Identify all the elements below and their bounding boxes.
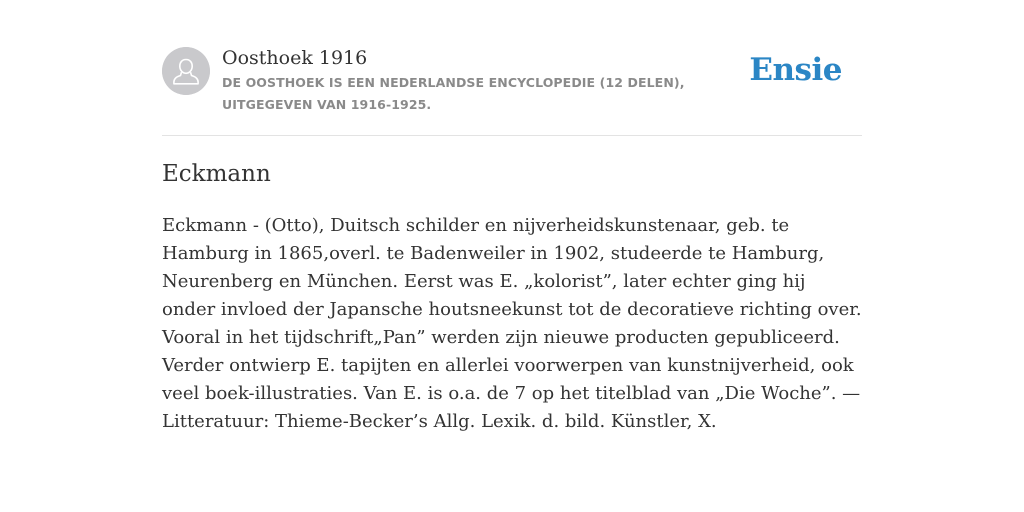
source-header: [162, 44, 862, 135]
source-description: DE OOSTHOEK IS EEN NEDERLANDSE ENCYCLOPEDIE (12 DELEN), UITGEGEVEN VAN 1916-1925.: [222, 75, 685, 112]
user-silhouette-icon[interactable]: [162, 47, 210, 95]
source-title[interactable]: Oosthoek 1916: [222, 47, 368, 69]
header-divider: [162, 135, 862, 136]
entry-title: Eckmann: [162, 161, 271, 187]
ensie-logo[interactable]: Ensie: [749, 52, 842, 88]
entry-body: Eckmann - (Otto), Duitsch schilder en nijverheidskunstenaar, geb. te Hamburg in 1865,overl. te Badenweiler in 1902, studeerde te Hamburg, Neurenberg en München. Eerst was E. „kolorist”, later echter ging hij onder invloed der Japansche houtsneekunst tot de decoratieve richting over. Vooral in het tijdschrift„Pan” werden zijn nieuwe producten gepubliceerd. Verder ontwierp E. tapijten en allerlei voorwerpen van kunstnijverheid, ook veel boek-illustraties. Van E. is o.a. de 7 op het titelblad van „Die Woche”. — Litteratuur: Thieme-Becker’s Allg. Lexik. d. bild. Künstler, X.: [162, 215, 862, 432]
source-info: [222, 44, 762, 116]
